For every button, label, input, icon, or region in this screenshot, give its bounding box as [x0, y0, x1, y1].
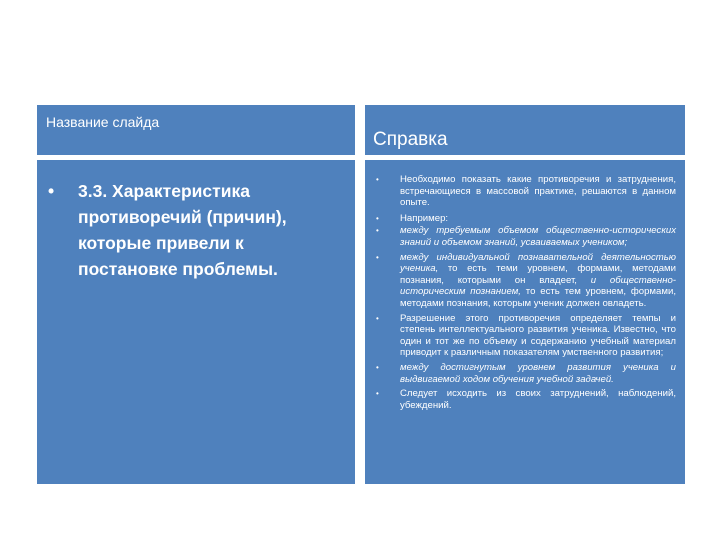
- item-text-normal: то есть тем уровнем, формами, методами познания, которым ученик должен овладеть.: [400, 286, 676, 309]
- list-item: [373, 225, 676, 248]
- list-item: [373, 252, 676, 310]
- bullet-icon: •: [48, 181, 55, 201]
- bullet-icon: •: [376, 313, 379, 323]
- item-text: Например:: [400, 212, 449, 224]
- reference-heading-panel: [365, 105, 685, 155]
- item-text: Необходимо показать какие противоречия и затруднения, встречающиеся в массовой практике, решаются в данном опыте.: [400, 174, 676, 209]
- list-item: [373, 388, 676, 411]
- left-list-item: [48, 178, 343, 282]
- reference-content-panel: [365, 160, 685, 484]
- list-item: [373, 362, 676, 385]
- list-item: [373, 174, 676, 209]
- item-text-italic: между индивидуальной познавательной деятельностью ученика,: [400, 251, 676, 275]
- item-text-normal: то есть теми уровнем, формами, методами познания, которыми он владеет,: [400, 263, 676, 286]
- left-content-panel: [37, 160, 355, 484]
- bullet-icon: •: [376, 252, 379, 262]
- item-text: между требуемым объемом общественно-исторических знаний и объемом знаний, усваиваемых учеником;: [400, 225, 676, 248]
- list-item: [373, 213, 676, 225]
- bullet-icon: •: [376, 175, 379, 184]
- left-bullet-list: [48, 178, 343, 282]
- slide-name-panel: [37, 105, 355, 155]
- left-item-text: 3.3. Характеристика противоречий (причин), которые привели к постановке проблемы.: [78, 181, 287, 279]
- bullet-icon: •: [376, 389, 379, 399]
- item-text: между достигнутым уровнем развития ученика и выдвигаемой ходом обучения учебной задачей.: [400, 361, 676, 385]
- slide-name-label: Название слайда: [46, 114, 160, 130]
- item-text-italic: и общественно-историческим познанием,: [400, 274, 677, 298]
- bullet-icon: •: [376, 213, 379, 223]
- reference-bullet-list: [373, 174, 676, 411]
- bullet-icon: •: [376, 362, 379, 372]
- reference-heading: Справка: [373, 129, 448, 150]
- bullet-icon: •: [376, 226, 379, 236]
- item-text: Следует исходить из своих затруднений, наблюдений, убеждений.: [400, 388, 676, 411]
- item-text: Разрешение этого противоречия определяет темпы и степень интеллектуального развития ученика. Известно, что один и тот же по объему и содержанию учебный материал приводит к различным показателям умственного развития;: [400, 312, 676, 359]
- list-item: [373, 313, 676, 359]
